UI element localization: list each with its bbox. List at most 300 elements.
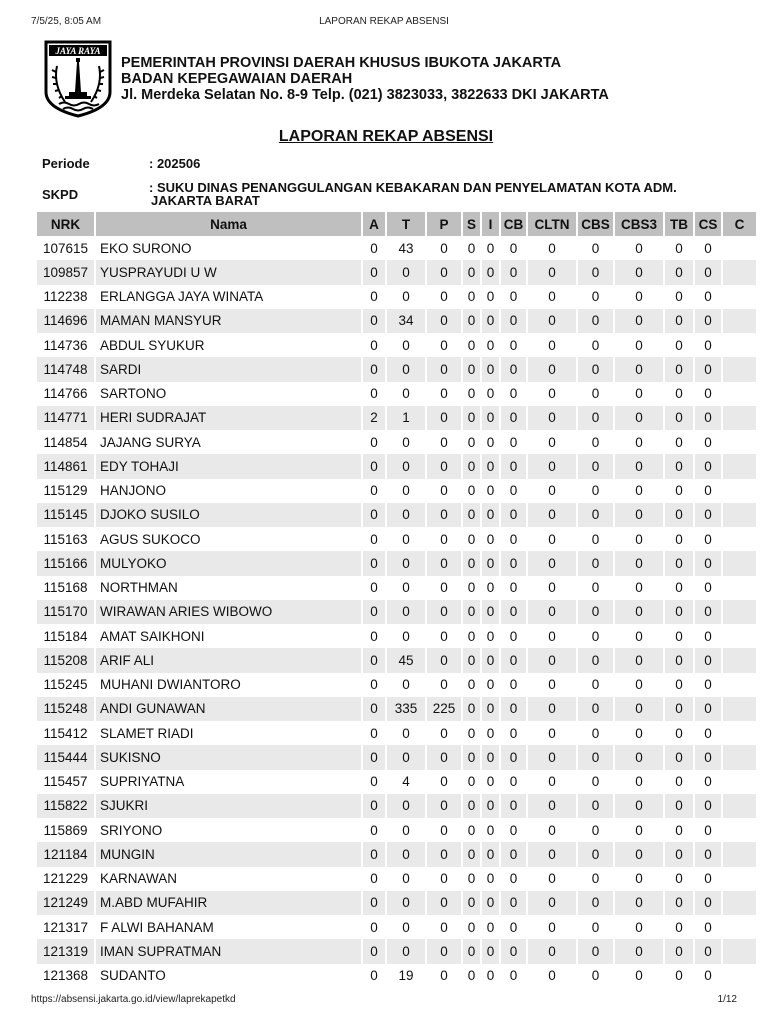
cell-cb: 0	[500, 600, 527, 624]
skpd-label: SKPD	[42, 187, 79, 202]
cell-nrk: 121249	[37, 891, 95, 915]
cell-s: 0	[462, 357, 481, 381]
cell-cs: 0	[694, 479, 722, 503]
cell-s: 0	[462, 479, 481, 503]
cell-i: 0	[481, 600, 500, 624]
cell-cbs: 0	[577, 285, 614, 309]
cell-nama: MULYOKO	[95, 551, 362, 575]
cell-t: 0	[386, 794, 426, 818]
cell-a: 0	[362, 818, 386, 842]
cell-nama: M.ABD MUFAHIR	[95, 891, 362, 915]
cell-tb: 0	[664, 794, 694, 818]
cell-cbs3: 0	[614, 527, 664, 551]
cell-nrk: 115412	[37, 721, 95, 745]
cell-cs: 0	[694, 406, 722, 430]
cell-cs: 0	[694, 454, 722, 478]
cell-cbs3: 0	[614, 721, 664, 745]
cell-cltn: 0	[527, 745, 577, 769]
cell-cb: 0	[500, 624, 527, 648]
cell-t: 34	[386, 309, 426, 333]
cell-nama: ERLANGGA JAYA WINATA	[95, 285, 362, 309]
cell-tb: 0	[664, 527, 694, 551]
cell-c	[722, 624, 757, 648]
cell-cbs: 0	[577, 551, 614, 575]
cell-nrk: 115166	[37, 551, 95, 575]
cell-i: 0	[481, 721, 500, 745]
cell-t: 0	[386, 382, 426, 406]
cell-nrk: 121319	[37, 939, 95, 963]
cell-t: 0	[386, 842, 426, 866]
cell-p: 0	[426, 721, 462, 745]
cell-s: 0	[462, 236, 481, 260]
cell-c	[722, 260, 757, 284]
cell-nrk: 107615	[37, 236, 95, 260]
cell-tb: 0	[664, 357, 694, 381]
periode-label: Periode	[42, 156, 90, 171]
cell-s: 0	[462, 527, 481, 551]
cell-cbs: 0	[577, 309, 614, 333]
cell-cs: 0	[694, 697, 722, 721]
cell-cbs: 0	[577, 479, 614, 503]
cell-cbs3: 0	[614, 818, 664, 842]
cell-c	[722, 600, 757, 624]
table-row	[37, 430, 757, 454]
cell-i: 0	[481, 818, 500, 842]
cell-nama: DJOKO SUSILO	[95, 503, 362, 527]
table-row	[37, 260, 757, 284]
cell-tb: 0	[664, 721, 694, 745]
cell-cb: 0	[500, 867, 527, 891]
cell-cb: 0	[500, 939, 527, 963]
cell-cbs: 0	[577, 333, 614, 357]
cell-cb: 0	[500, 745, 527, 769]
cell-cltn: 0	[527, 527, 577, 551]
cell-s: 0	[462, 285, 481, 309]
cell-c	[722, 309, 757, 333]
cell-cs: 0	[694, 527, 722, 551]
cell-a: 0	[362, 333, 386, 357]
cell-cbs: 0	[577, 503, 614, 527]
cell-i: 0	[481, 382, 500, 406]
cell-cltn: 0	[527, 479, 577, 503]
cell-c	[722, 551, 757, 575]
cell-a: 0	[362, 551, 386, 575]
table-row	[37, 697, 757, 721]
cell-cb: 0	[500, 527, 527, 551]
cell-t: 0	[386, 333, 426, 357]
cell-i: 0	[481, 842, 500, 866]
cell-c	[722, 697, 757, 721]
cell-s: 0	[462, 939, 481, 963]
cell-nama: JAJANG SURYA	[95, 430, 362, 454]
cell-tb: 0	[664, 479, 694, 503]
table-body	[37, 236, 757, 988]
cell-a: 0	[362, 770, 386, 794]
cell-a: 0	[362, 624, 386, 648]
cell-t: 0	[386, 624, 426, 648]
cell-a: 0	[362, 430, 386, 454]
cell-cb: 0	[500, 503, 527, 527]
cell-t: 0	[386, 939, 426, 963]
cell-cbs3: 0	[614, 648, 664, 672]
cell-p: 0	[426, 285, 462, 309]
cell-p: 0	[426, 357, 462, 381]
cell-nama: KARNAWAN	[95, 867, 362, 891]
cell-t: 0	[386, 503, 426, 527]
table-row	[37, 357, 757, 381]
cell-cb: 0	[500, 818, 527, 842]
cell-cbs: 0	[577, 867, 614, 891]
table-row	[37, 721, 757, 745]
table-row	[37, 818, 757, 842]
cell-p: 0	[426, 939, 462, 963]
cell-cltn: 0	[527, 818, 577, 842]
cell-cb: 0	[500, 382, 527, 406]
cell-p: 0	[426, 745, 462, 769]
cell-nama: SLAMET RIADI	[95, 721, 362, 745]
cell-i: 0	[481, 551, 500, 575]
cell-nama: HERI SUDRAJAT	[95, 406, 362, 430]
cell-cs: 0	[694, 357, 722, 381]
cell-tb: 0	[664, 260, 694, 284]
cell-cb: 0	[500, 964, 527, 988]
cell-cltn: 0	[527, 721, 577, 745]
table-row	[37, 600, 757, 624]
cell-s: 0	[462, 745, 481, 769]
table-row	[37, 576, 757, 600]
cell-p: 0	[426, 479, 462, 503]
cell-t: 0	[386, 260, 426, 284]
cell-s: 0	[462, 891, 481, 915]
column-header-cs: CS	[694, 212, 722, 236]
cell-cbs: 0	[577, 770, 614, 794]
cell-c	[722, 285, 757, 309]
cell-cbs3: 0	[614, 600, 664, 624]
cell-p: 0	[426, 648, 462, 672]
cell-p: 0	[426, 842, 462, 866]
cell-cb: 0	[500, 794, 527, 818]
cell-i: 0	[481, 430, 500, 454]
skpd-value-line-2: JAKARTA BARAT	[151, 193, 260, 208]
cell-c	[722, 891, 757, 915]
cell-cltn: 0	[527, 964, 577, 988]
cell-cltn: 0	[527, 624, 577, 648]
cell-cbs3: 0	[614, 770, 664, 794]
cell-cbs: 0	[577, 600, 614, 624]
cell-s: 0	[462, 624, 481, 648]
cell-i: 0	[481, 964, 500, 988]
cell-tb: 0	[664, 964, 694, 988]
cell-a: 0	[362, 576, 386, 600]
cell-i: 0	[481, 867, 500, 891]
table-row	[37, 891, 757, 915]
cell-p: 0	[426, 891, 462, 915]
cell-cbs: 0	[577, 939, 614, 963]
cell-cbs3: 0	[614, 503, 664, 527]
cell-cs: 0	[694, 745, 722, 769]
cell-c	[722, 673, 757, 697]
cell-cbs3: 0	[614, 309, 664, 333]
column-header-cb: CB	[500, 212, 527, 236]
cell-nama: ABDUL SYUKUR	[95, 333, 362, 357]
cell-a: 2	[362, 406, 386, 430]
cell-t: 0	[386, 891, 426, 915]
cell-t: 0	[386, 673, 426, 697]
cell-cs: 0	[694, 382, 722, 406]
cell-cb: 0	[500, 697, 527, 721]
cell-s: 0	[462, 503, 481, 527]
cell-cltn: 0	[527, 794, 577, 818]
cell-s: 0	[462, 964, 481, 988]
cell-cs: 0	[694, 236, 722, 260]
cell-p: 0	[426, 309, 462, 333]
cell-tb: 0	[664, 915, 694, 939]
cell-p: 0	[426, 503, 462, 527]
cell-i: 0	[481, 406, 500, 430]
cell-a: 0	[362, 794, 386, 818]
cell-c	[722, 648, 757, 672]
cell-nrk: 112238	[37, 285, 95, 309]
cell-tb: 0	[664, 673, 694, 697]
cell-s: 0	[462, 260, 481, 284]
table-row	[37, 964, 757, 988]
cell-p: 0	[426, 794, 462, 818]
cell-cbs3: 0	[614, 794, 664, 818]
column-header-nrk: NRK	[37, 212, 95, 236]
cell-cs: 0	[694, 285, 722, 309]
cell-nrk: 115822	[37, 794, 95, 818]
cell-t: 0	[386, 357, 426, 381]
cell-nrk: 114696	[37, 309, 95, 333]
cell-t: 0	[386, 915, 426, 939]
cell-t: 0	[386, 818, 426, 842]
cell-cbs: 0	[577, 818, 614, 842]
cell-cb: 0	[500, 576, 527, 600]
cell-tb: 0	[664, 818, 694, 842]
cell-cbs3: 0	[614, 673, 664, 697]
skpd-value-line-1: : SUKU DINAS PENANGGULANGAN KEBAKARAN DAN PENYELAMATAN KOTA ADM.	[149, 180, 677, 195]
cell-nrk: 121184	[37, 842, 95, 866]
cell-nama: HANJONO	[95, 479, 362, 503]
table-row	[37, 454, 757, 478]
cell-t: 0	[386, 600, 426, 624]
cell-cs: 0	[694, 600, 722, 624]
cell-nama: SJUKRI	[95, 794, 362, 818]
cell-cltn: 0	[527, 406, 577, 430]
table-row	[37, 842, 757, 866]
cell-cltn: 0	[527, 551, 577, 575]
cell-tb: 0	[664, 697, 694, 721]
table-row	[37, 333, 757, 357]
cell-cltn: 0	[527, 357, 577, 381]
cell-a: 0	[362, 309, 386, 333]
table-row	[37, 867, 757, 891]
cell-tb: 0	[664, 842, 694, 866]
cell-cbs3: 0	[614, 891, 664, 915]
cell-a: 0	[362, 964, 386, 988]
column-header-cltn: CLTN	[527, 212, 577, 236]
table-row	[37, 915, 757, 939]
cell-c	[722, 794, 757, 818]
cell-cbs3: 0	[614, 867, 664, 891]
cell-s: 0	[462, 915, 481, 939]
cell-p: 0	[426, 454, 462, 478]
cell-tb: 0	[664, 891, 694, 915]
cell-cb: 0	[500, 430, 527, 454]
cell-s: 0	[462, 454, 481, 478]
cell-p: 0	[426, 915, 462, 939]
organization-header	[121, 55, 609, 103]
cell-p: 0	[426, 527, 462, 551]
cell-nama: SRIYONO	[95, 818, 362, 842]
cell-cs: 0	[694, 576, 722, 600]
cell-cbs3: 0	[614, 576, 664, 600]
table-row	[37, 770, 757, 794]
cell-t: 1	[386, 406, 426, 430]
cell-s: 0	[462, 600, 481, 624]
table-row	[37, 406, 757, 430]
cell-tb: 0	[664, 236, 694, 260]
cell-cbs3: 0	[614, 915, 664, 939]
cell-cltn: 0	[527, 454, 577, 478]
cell-cbs3: 0	[614, 430, 664, 454]
org-line-2: BADAN KEPEGAWAIAN DAERAH	[121, 71, 353, 87]
cell-cbs: 0	[577, 697, 614, 721]
cell-nama: ANDI GUNAWAN	[95, 697, 362, 721]
cell-nama: SUKISNO	[95, 745, 362, 769]
cell-cbs: 0	[577, 648, 614, 672]
cell-cs: 0	[694, 842, 722, 866]
cell-c	[722, 818, 757, 842]
cell-tb: 0	[664, 454, 694, 478]
cell-a: 0	[362, 939, 386, 963]
cell-cb: 0	[500, 454, 527, 478]
print-footer	[0, 994, 768, 1008]
cell-a: 0	[362, 915, 386, 939]
cell-nrk: 115184	[37, 624, 95, 648]
cell-nrk: 115245	[37, 673, 95, 697]
cell-s: 0	[462, 648, 481, 672]
cell-cbs: 0	[577, 406, 614, 430]
cell-cltn: 0	[527, 382, 577, 406]
cell-cb: 0	[500, 673, 527, 697]
table-row	[37, 939, 757, 963]
cell-cb: 0	[500, 333, 527, 357]
cell-cbs3: 0	[614, 357, 664, 381]
cell-s: 0	[462, 382, 481, 406]
cell-c	[722, 745, 757, 769]
cell-cs: 0	[694, 818, 722, 842]
cell-nrk: 114748	[37, 357, 95, 381]
cell-a: 0	[362, 648, 386, 672]
table-row	[37, 236, 757, 260]
cell-cb: 0	[500, 309, 527, 333]
cell-p: 0	[426, 673, 462, 697]
cell-a: 0	[362, 673, 386, 697]
org-line-3: Jl. Merdeka Selatan No. 8-9 Telp. (021) 3823033, 3822633 DKI JAKARTA	[121, 87, 609, 103]
cell-cltn: 0	[527, 770, 577, 794]
cell-cs: 0	[694, 721, 722, 745]
cell-nrk: 121229	[37, 867, 95, 891]
cell-p: 0	[426, 236, 462, 260]
cell-c	[722, 503, 757, 527]
cell-a: 0	[362, 236, 386, 260]
cell-nrk: 115208	[37, 648, 95, 672]
cell-cltn: 0	[527, 697, 577, 721]
cell-cs: 0	[694, 867, 722, 891]
cell-nrk: 115170	[37, 600, 95, 624]
cell-c	[722, 333, 757, 357]
cell-tb: 0	[664, 770, 694, 794]
cell-s: 0	[462, 818, 481, 842]
cell-cltn: 0	[527, 309, 577, 333]
cell-p: 0	[426, 430, 462, 454]
cell-cb: 0	[500, 285, 527, 309]
cell-nrk: 115168	[37, 576, 95, 600]
cell-nrk: 121317	[37, 915, 95, 939]
cell-cs: 0	[694, 673, 722, 697]
cell-i: 0	[481, 479, 500, 503]
cell-cb: 0	[500, 479, 527, 503]
cell-i: 0	[481, 794, 500, 818]
cell-cbs3: 0	[614, 454, 664, 478]
cell-s: 0	[462, 576, 481, 600]
cell-s: 0	[462, 842, 481, 866]
cell-cbs: 0	[577, 745, 614, 769]
cell-cs: 0	[694, 891, 722, 915]
cell-s: 0	[462, 430, 481, 454]
cell-c	[722, 382, 757, 406]
cell-c	[722, 406, 757, 430]
cell-cbs3: 0	[614, 964, 664, 988]
cell-cs: 0	[694, 915, 722, 939]
print-page-number: 1/12	[717, 994, 737, 1005]
cell-cs: 0	[694, 260, 722, 284]
cell-p: 0	[426, 551, 462, 575]
cell-nrk: 115869	[37, 818, 95, 842]
cell-cltn: 0	[527, 842, 577, 866]
cell-cs: 0	[694, 794, 722, 818]
cell-tb: 0	[664, 503, 694, 527]
cell-cb: 0	[500, 842, 527, 866]
cell-nama: SARTONO	[95, 382, 362, 406]
column-header-p: P	[426, 212, 462, 236]
cell-t: 45	[386, 648, 426, 672]
cell-tb: 0	[664, 430, 694, 454]
cell-s: 0	[462, 406, 481, 430]
cell-cb: 0	[500, 551, 527, 575]
cell-tb: 0	[664, 648, 694, 672]
cell-tb: 0	[664, 309, 694, 333]
cell-nrk: 114736	[37, 333, 95, 357]
cell-cbs: 0	[577, 624, 614, 648]
cell-cb: 0	[500, 915, 527, 939]
cell-cltn: 0	[527, 600, 577, 624]
rekap-table	[37, 212, 758, 988]
cell-tb: 0	[664, 576, 694, 600]
cell-nama: EDY TOHAJI	[95, 454, 362, 478]
cell-tb: 0	[664, 624, 694, 648]
cell-a: 0	[362, 357, 386, 381]
cell-cs: 0	[694, 624, 722, 648]
column-header-nama: Nama	[95, 212, 362, 236]
cell-p: 225	[426, 697, 462, 721]
cell-nrk: 114771	[37, 406, 95, 430]
cell-a: 0	[362, 260, 386, 284]
cell-cltn: 0	[527, 333, 577, 357]
cell-t: 4	[386, 770, 426, 794]
cell-cbs3: 0	[614, 382, 664, 406]
